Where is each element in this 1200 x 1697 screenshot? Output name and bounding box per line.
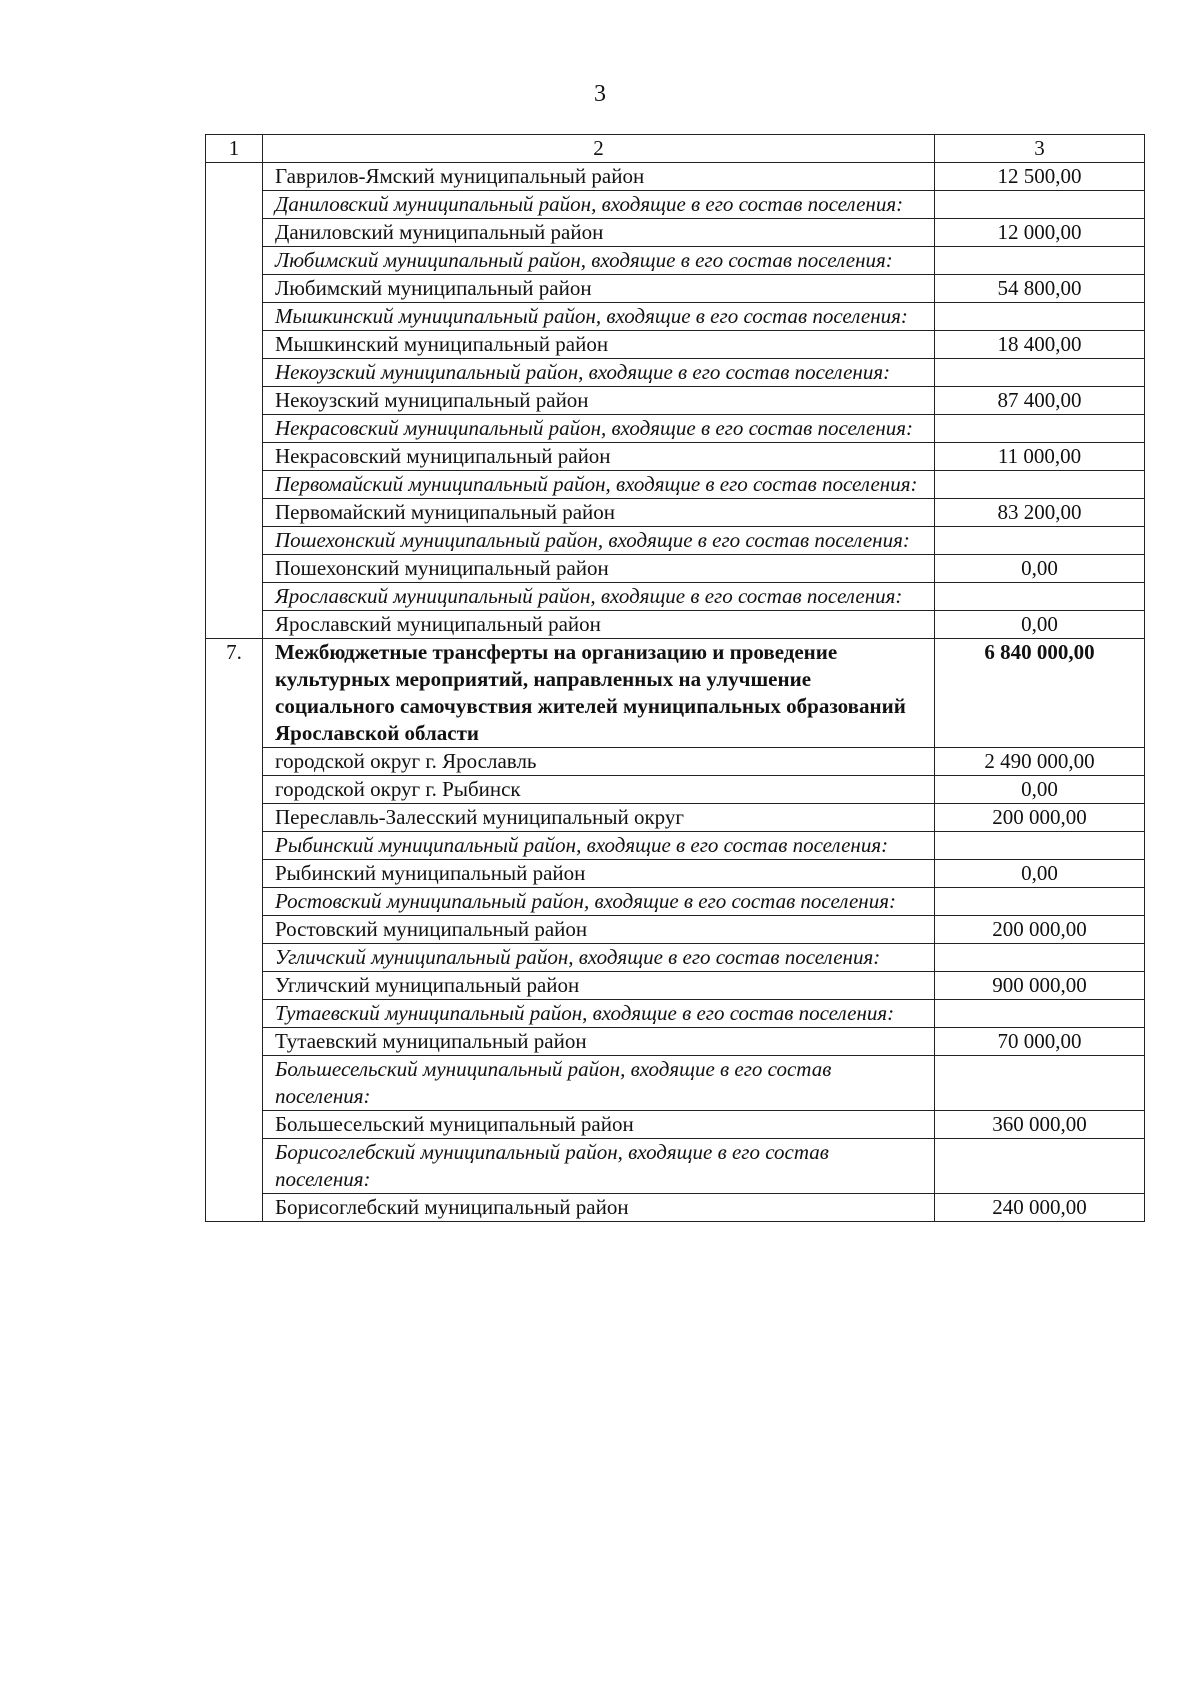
row-value-cell: 2 490 000,00 bbox=[935, 748, 1145, 776]
row-value-cell: 0,00 bbox=[935, 860, 1145, 888]
row-value-cell: 83 200,00 bbox=[935, 499, 1145, 527]
table-row bbox=[206, 499, 1145, 527]
table-row bbox=[206, 219, 1145, 247]
row-value-cell: 11 000,00 bbox=[935, 443, 1145, 471]
row-name-cell: Некрасовский муниципальный район bbox=[263, 443, 935, 471]
page-number: 3 bbox=[594, 81, 606, 107]
table-row bbox=[206, 415, 1145, 443]
row-name-cell: Тутаевский муниципальный район, входящие в его состав поселения: bbox=[263, 1000, 935, 1028]
row-name-cell: Некоузский муниципальный район, входящие в его состав поселения: bbox=[263, 359, 935, 387]
table-row bbox=[206, 1000, 1145, 1028]
row-value-cell: 240 000,00 bbox=[935, 1194, 1145, 1222]
row-name-cell: Большесельский муниципальный район, входящие в его состав поселения: bbox=[263, 1056, 935, 1111]
row-name-cell: Даниловский муниципальный район bbox=[263, 219, 935, 247]
table-row bbox=[206, 611, 1145, 639]
table-row bbox=[206, 1028, 1145, 1056]
table-header-row bbox=[206, 135, 1145, 163]
table-row bbox=[206, 1194, 1145, 1222]
row-value-cell: 200 000,00 bbox=[935, 804, 1145, 832]
header-col-3: 3 bbox=[935, 135, 1145, 163]
table-row bbox=[206, 583, 1145, 611]
table-row bbox=[206, 331, 1145, 359]
row-value-cell: 70 000,00 bbox=[935, 1028, 1145, 1056]
row-value-cell: 0,00 bbox=[935, 611, 1145, 639]
row-name-cell: Любимский муниципальный район bbox=[263, 275, 935, 303]
table-row bbox=[206, 303, 1145, 331]
row-name-cell: Гаврилов-Ямский муниципальный район bbox=[263, 163, 935, 191]
table-row bbox=[206, 832, 1145, 860]
row-name-cell: Мышкинский муниципальный район bbox=[263, 331, 935, 359]
row-name-cell: Мышкинский муниципальный район, входящие в его состав поселения: bbox=[263, 303, 935, 331]
section-7-title: Межбюджетные трансферты на организацию и проведение культурных мероприятий, направленных на улучшение социального самочувствия жителей муниципальных образований Ярославской области bbox=[263, 639, 935, 748]
row-name-cell: Ростовский муниципальный район bbox=[263, 916, 935, 944]
table-body bbox=[206, 135, 1145, 1222]
row-name-cell: Большесельский муниципальный район bbox=[263, 1111, 935, 1139]
row-value-cell: 87 400,00 bbox=[935, 387, 1145, 415]
table-row bbox=[206, 359, 1145, 387]
table-row bbox=[206, 804, 1145, 832]
row-name-cell: Тутаевский муниципальный район bbox=[263, 1028, 935, 1056]
row-value-cell bbox=[935, 1000, 1145, 1028]
table-row bbox=[206, 163, 1145, 191]
row-value-cell: 18 400,00 bbox=[935, 331, 1145, 359]
row-value-cell: 0,00 bbox=[935, 776, 1145, 804]
row-value-cell: 54 800,00 bbox=[935, 275, 1145, 303]
row-value-cell bbox=[935, 583, 1145, 611]
row-name-cell: Борисоглебский муниципальный район bbox=[263, 1194, 935, 1222]
section-6-number-cell bbox=[206, 163, 263, 639]
row-name-cell: Пошехонский муниципальный район bbox=[263, 555, 935, 583]
row-name-cell: Переславль-Залесский муниципальный округ bbox=[263, 804, 935, 832]
row-name-cell: Ярославский муниципальный район bbox=[263, 611, 935, 639]
row-value-cell bbox=[935, 527, 1145, 555]
table-row bbox=[206, 1111, 1145, 1139]
row-value-cell bbox=[935, 359, 1145, 387]
row-value-cell bbox=[935, 471, 1145, 499]
table-row bbox=[206, 191, 1145, 219]
table-row bbox=[206, 916, 1145, 944]
row-value-cell: 12 500,00 bbox=[935, 163, 1145, 191]
row-name-cell: Борисоглебский муниципальный район, входящие в его состав поселения: bbox=[263, 1139, 935, 1194]
row-name-cell: Ростовский муниципальный район, входящие в его состав поселения: bbox=[263, 888, 935, 916]
row-name-cell: Ярославский муниципальный район, входящие в его состав поселения: bbox=[263, 583, 935, 611]
row-value-cell bbox=[935, 415, 1145, 443]
table-row bbox=[206, 972, 1145, 1000]
row-name-cell: Первомайский муниципальный район, входящие в его состав поселения: bbox=[263, 471, 935, 499]
row-value-cell: 360 000,00 bbox=[935, 1111, 1145, 1139]
row-name-cell: городской округ г. Рыбинск bbox=[263, 776, 935, 804]
table-row bbox=[206, 860, 1145, 888]
row-name-cell: Рыбинский муниципальный район bbox=[263, 860, 935, 888]
row-value-cell bbox=[935, 303, 1145, 331]
table-row bbox=[206, 776, 1145, 804]
header-col-2: 2 bbox=[263, 135, 935, 163]
row-name-cell: Первомайский муниципальный район bbox=[263, 499, 935, 527]
allocation-table bbox=[205, 134, 1145, 1222]
row-name-cell: Пошехонский муниципальный район, входящие в его состав поселения: bbox=[263, 527, 935, 555]
header-col-1: 1 bbox=[206, 135, 263, 163]
row-value-cell: 0,00 bbox=[935, 555, 1145, 583]
section-7-number: 7. bbox=[206, 639, 263, 1222]
table-row bbox=[206, 443, 1145, 471]
row-name-cell: Рыбинский муниципальный район, входящие в его состав поселения: bbox=[263, 832, 935, 860]
table-row bbox=[206, 944, 1145, 972]
section-7-total: 6 840 000,00 bbox=[935, 639, 1145, 748]
table-row bbox=[206, 1056, 1145, 1111]
row-value-cell bbox=[935, 832, 1145, 860]
table-row bbox=[206, 471, 1145, 499]
row-name-cell: городской округ г. Ярославль bbox=[263, 748, 935, 776]
row-name-cell: Угличский муниципальный район bbox=[263, 972, 935, 1000]
row-value-cell bbox=[935, 888, 1145, 916]
row-name-cell: Угличский муниципальный район, входящие в его состав поселения: bbox=[263, 944, 935, 972]
section-7-title-row bbox=[206, 639, 1145, 748]
row-name-cell: Некоузский муниципальный район bbox=[263, 387, 935, 415]
row-value-cell: 900 000,00 bbox=[935, 972, 1145, 1000]
row-name-cell: Некрасовский муниципальный район, входящие в его состав поселения: bbox=[263, 415, 935, 443]
row-value-cell: 200 000,00 bbox=[935, 916, 1145, 944]
table-row bbox=[206, 748, 1145, 776]
table-row bbox=[206, 1139, 1145, 1194]
table-row bbox=[206, 555, 1145, 583]
table-row bbox=[206, 527, 1145, 555]
row-value-cell bbox=[935, 191, 1145, 219]
row-name-cell: Даниловский муниципальный район, входящие в его состав поселения: bbox=[263, 191, 935, 219]
table-row bbox=[206, 888, 1145, 916]
row-value-cell bbox=[935, 944, 1145, 972]
table-row bbox=[206, 275, 1145, 303]
row-value-cell bbox=[935, 1139, 1145, 1194]
row-name-cell: Любимский муниципальный район, входящие в его состав поселения: bbox=[263, 247, 935, 275]
row-value-cell: 12 000,00 bbox=[935, 219, 1145, 247]
table-row bbox=[206, 387, 1145, 415]
row-value-cell bbox=[935, 247, 1145, 275]
row-value-cell bbox=[935, 1056, 1145, 1111]
table-row bbox=[206, 247, 1145, 275]
